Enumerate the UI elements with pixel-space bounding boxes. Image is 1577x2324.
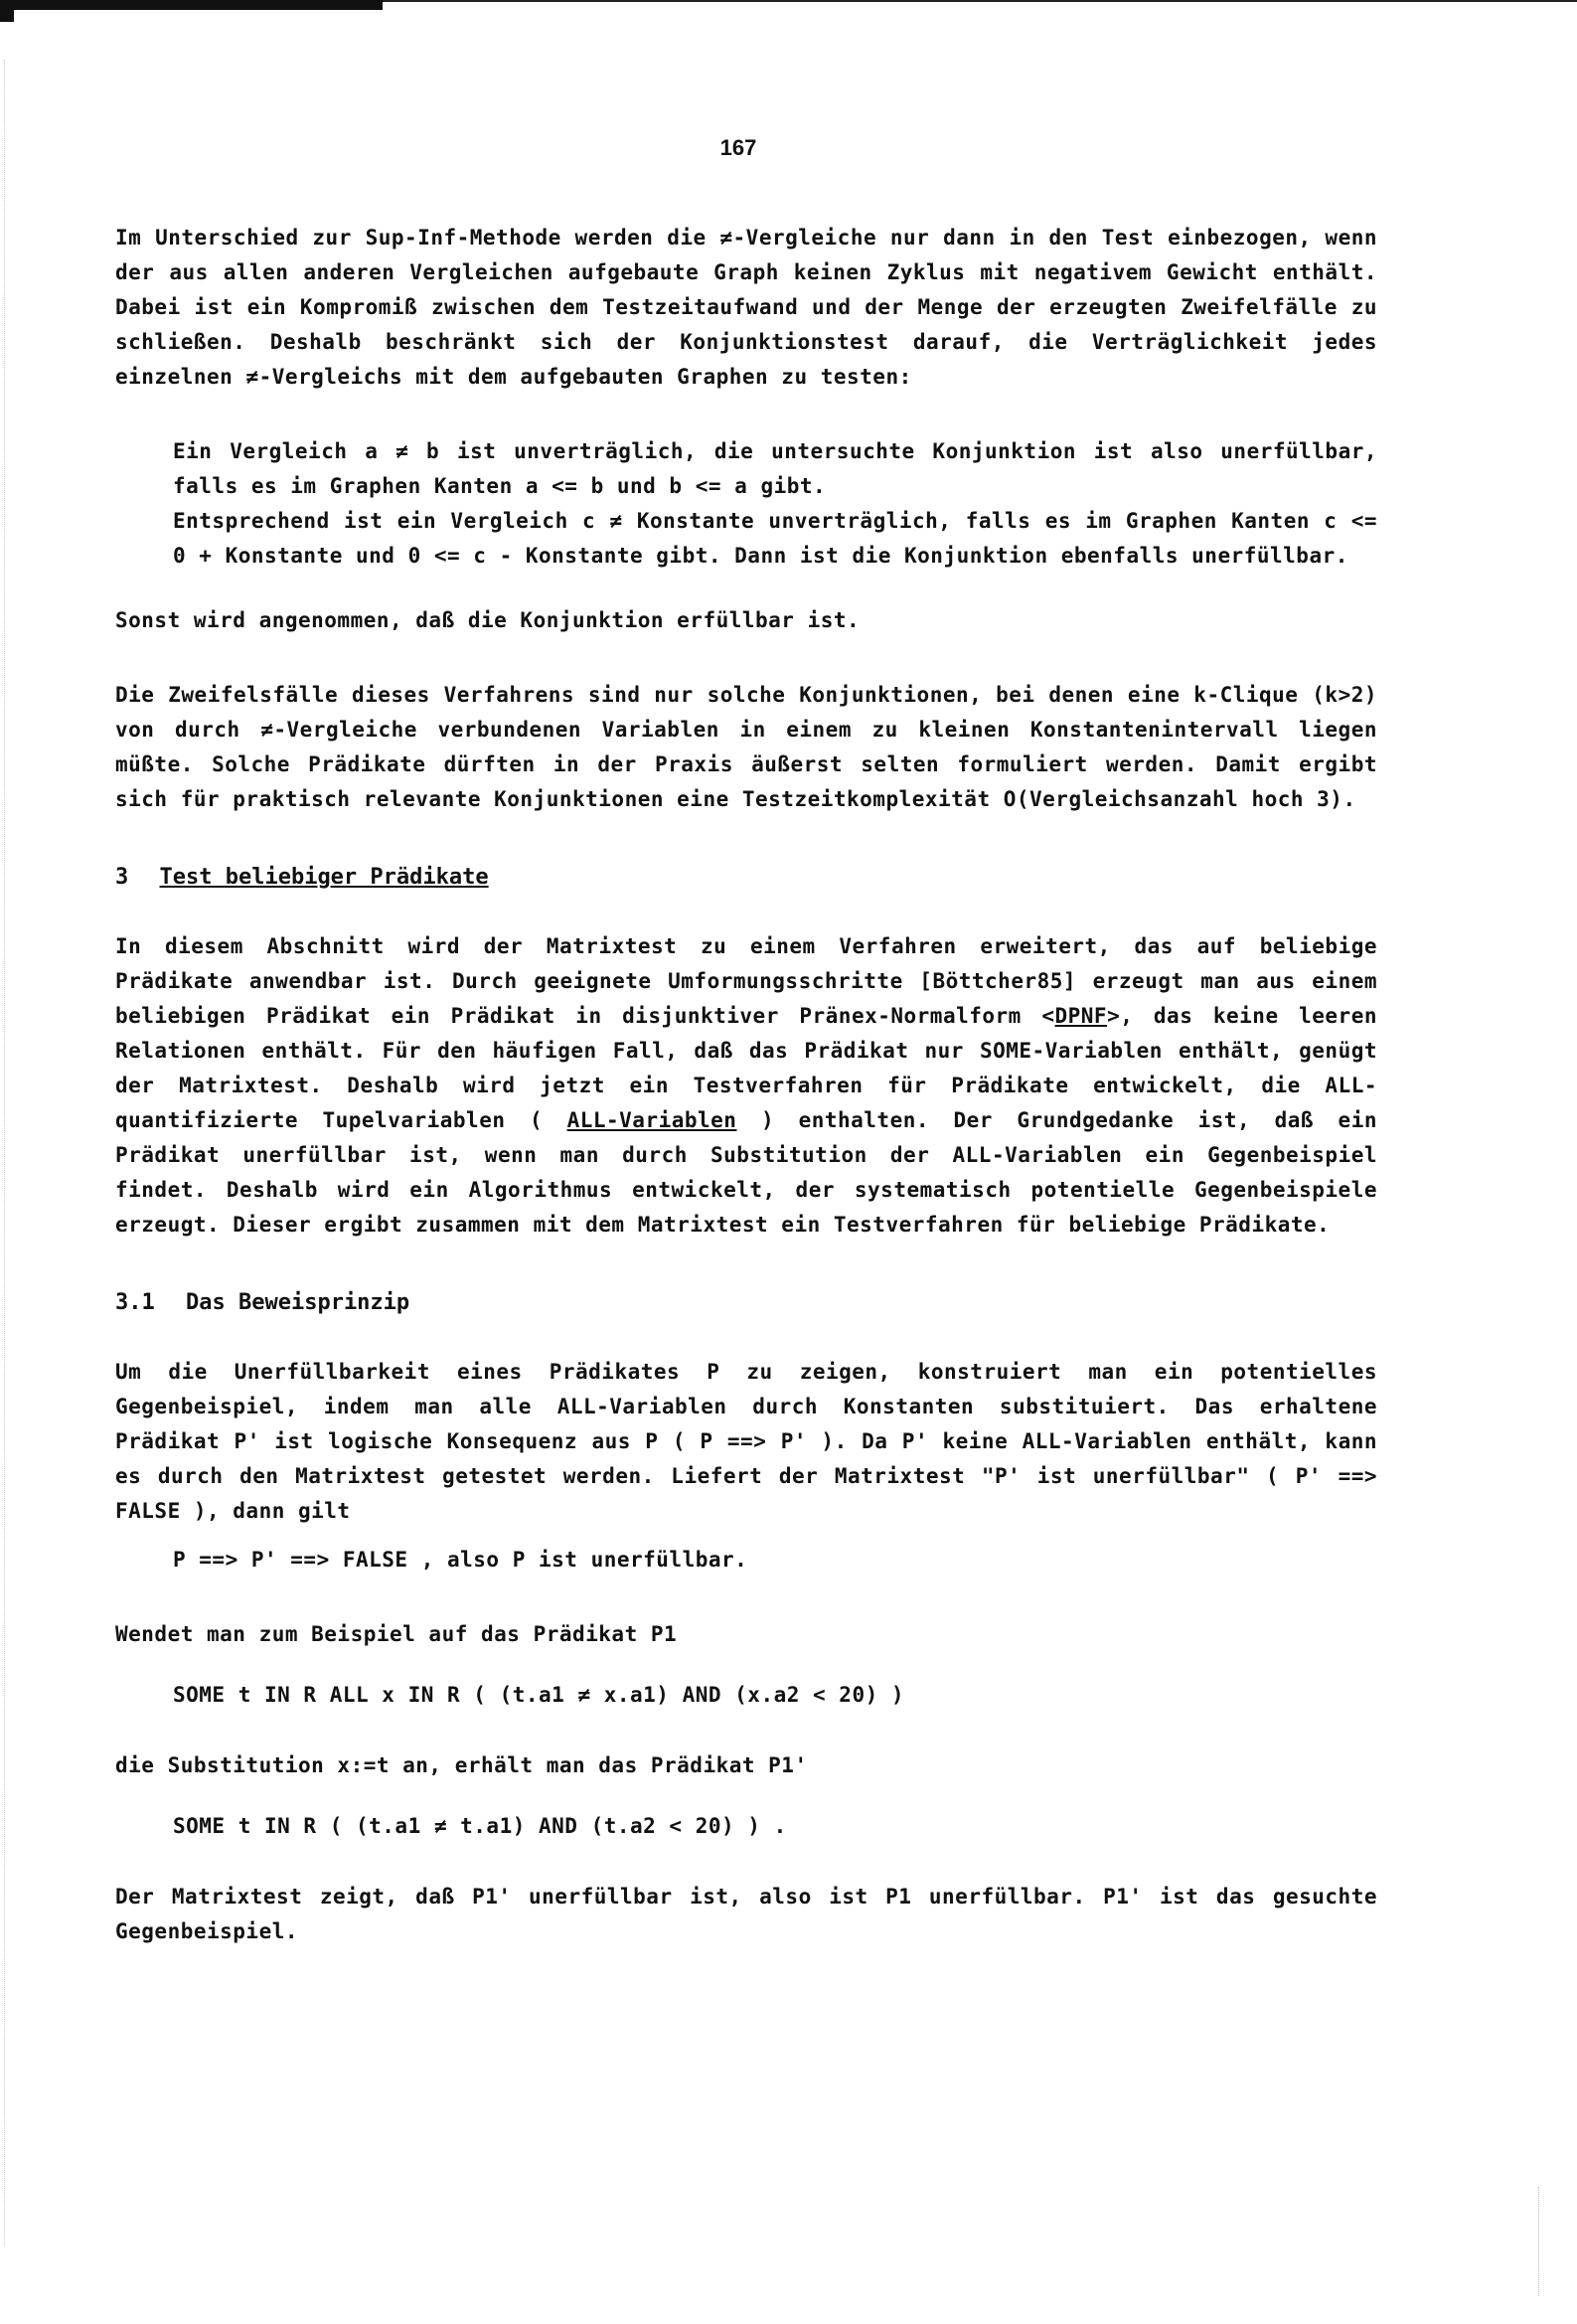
text-segment: ) enthalten. Der Grundgedanke ist, daß ein Prädikat unerfüllbar ist, wenn man durch Substitution der ALL-Variablen ein Gegenbeispiel findet. Deshalb wird ein Algorithmus entwickelt, der systematisch potentielle Gegenbeispiele erzeugt. Dieser ergibt zusammen mit dem Matrixtest ein Testverfahren für beliebige Prädikate. bbox=[115, 1108, 1377, 1237]
page-number: 167 bbox=[719, 135, 757, 160]
formula-implication: P ==> P' ==> FALSE , also P ist unerfüllbar. bbox=[173, 1548, 748, 1572]
scan-edge-left bbox=[4, 60, 6, 2246]
scan-edge-right bbox=[1538, 2187, 1559, 2296]
subsection-number: 3.1 bbox=[115, 1290, 155, 1315]
paragraph-section-3-intro: In diesem Abschnitt wird der Matrixtest zu einem Verfahren erweitert, das auf beliebige Prädikate anwendbar ist. Durch geeignete Umformungsschritte [Böttcher85] erzeugt man aus einem beliebigen Prädikat ein Prädikat in disjunktiver Pränex-Normalform <DPNF>, das keine leeren Relationen enthält. Für den häufigen Fall, daß das Prädikat nur SOME-Variablen enthält, genügt der Matrixtest. Deshalb wird jetzt ein Testverfahren für Prädikate entwickelt, die ALL-quantifizierte Tupelvariablen ( ALL-Variablen ) enthalten. Der Grundgedanke ist, daß ein Prädikat unerfüllbar ist, wenn man durch Substitution der ALL-Variablen ein Gegenbeispiel findet. Deshalb wird ein Algorithmus entwickelt, der systematisch potentielle Gegenbeispiele erzeugt. Dieser ergibt zusammen mit dem Matrixtest ein Testverfahren für beliebige Prädikate. bbox=[115, 934, 1377, 1237]
scan-mark-top bbox=[0, 0, 383, 10]
dpnf-link: DPNF bbox=[1054, 1004, 1108, 1028]
paragraph-proof-principle: Um die Unerfüllbarkeit eines Prädikates P zu zeigen, konstruiert man ein potentielles Gegenbeispiel, indem man alle ALL-Variablen durch Konstanten substituiert. Das erhaltene Prädikat P' ist logische Konsequenz aus P ( P ==> P' ). Da P' keine ALL-Variablen enthält, kann es durch den Matrixtest getestet werden. Liefert der Matrixtest "P' ist unerfüllbar" ( P' ==> FALSE ), dann gilt bbox=[115, 1360, 1377, 1523]
formula-p1: SOME t IN R ALL x IN R ( (t.a1 ≠ x.a1) AND (x.a2 < 20) ) bbox=[173, 1683, 905, 1707]
indented-block-compatibility bbox=[173, 434, 1377, 574]
section-heading-3 bbox=[115, 865, 1377, 890]
paragraph-otherwise: Sonst wird angenommen, daß die Konjunktion erfüllbar ist. bbox=[115, 608, 861, 632]
section-number: 3 bbox=[115, 865, 129, 890]
formula-p1-prime: SOME t IN R ( (t.a1 ≠ t.a1) AND (t.a2 < 20) ) . bbox=[173, 1814, 787, 1838]
paragraph-sup-inf: Im Unterschied zur Sup-Inf-Methode werden die ≠-Vergleiche nur dann in den Test einbezogen, wenn der aus allen anderen Vergleichen aufgebaute Graph keinen Zyklus mit negativem Gewicht enthält. Dabei ist ein Kompromiß zwischen dem Testzeitaufwand und der Menge der erzeugten Zweifelfälle zu schließen. Deshalb beschränkt sich der Konjunktionstest darauf, die Verträglichkeit jedes einzelnen ≠-Vergleichs mit dem aufgebauten Graphen zu testen: bbox=[115, 226, 1377, 389]
paragraph-conclusion: Der Matrixtest zeigt, daß P1' unerfüllbar ist, also ist P1 unerfüllbar. P1' ist das gesuchte Gegenbeispiel. bbox=[115, 1885, 1377, 1943]
indented-line-1: Ein Vergleich a ≠ b ist unverträglich, die untersuchte Konjunktion ist also unerfüllbar, falls es im Graphen Kanten a <= b und b <= a gibt. bbox=[173, 439, 1377, 498]
subsection-title: Das Beweisprinzip bbox=[186, 1290, 410, 1315]
text-segment: In diesem Abschnitt wird der Matrixtest zu einem Verfahren erweitert, das auf beliebige Prädikate anwendbar ist. Durch geeignete Umformungsschritte [Böttcher85] erzeugt man aus einem beliebigen Prädikat ein Prädikat in disjunktiver Pränex-Normalform bbox=[115, 934, 1377, 1028]
paragraph-doubt-cases: Die Zweifelsfälle dieses Verfahrens sind nur solche Konjunktionen, bei denen eine k-Clique (k>2) von durch ≠-Vergleiche verbundenen Variablen in einem zu kleinen Konstantenintervall liegen müßte. Solche Prädikate dürften in der Praxis äußerst selten formuliert werden. Damit ergibt sich für praktisch relevante Konjunktionen eine Testzeitkomplexität O(Vergleichsanzahl hoch 3). bbox=[115, 683, 1377, 811]
section-title: Test beliebiger Prädikate bbox=[159, 865, 489, 890]
page-content bbox=[115, 221, 1377, 1989]
text-segment: das keine leeren Relationen enthält. Für den häufigen Fall, daß das Prädikat nur SOME-Variablen enthält, genügt der Matrixtest. Deshalb wird jetzt ein Testverfahren für Prädikate entwickelt, die ALL-quantifizierte Tupelvariablen ( bbox=[115, 1004, 1377, 1132]
indented-line-2: Entsprechend ist ein Vergleich c ≠ Konstante unverträglich, falls es im Graphen Kanten c <= 0 + Konstante und 0 <= c - Konstante gibt. Dann ist die Konjunktion ebenfalls unerfüllbar. bbox=[173, 509, 1377, 568]
section-heading-3-1 bbox=[115, 1290, 1377, 1315]
paragraph-example-intro: Wendet man zum Beispiel auf das Prädikat P1 bbox=[115, 1622, 678, 1646]
all-variables-term: ALL-Variablen bbox=[566, 1108, 737, 1132]
paragraph-substitution: die Substitution x:=t an, erhält man das Prädikat P1' bbox=[115, 1753, 808, 1777]
scan-mark-corner bbox=[0, 0, 14, 22]
